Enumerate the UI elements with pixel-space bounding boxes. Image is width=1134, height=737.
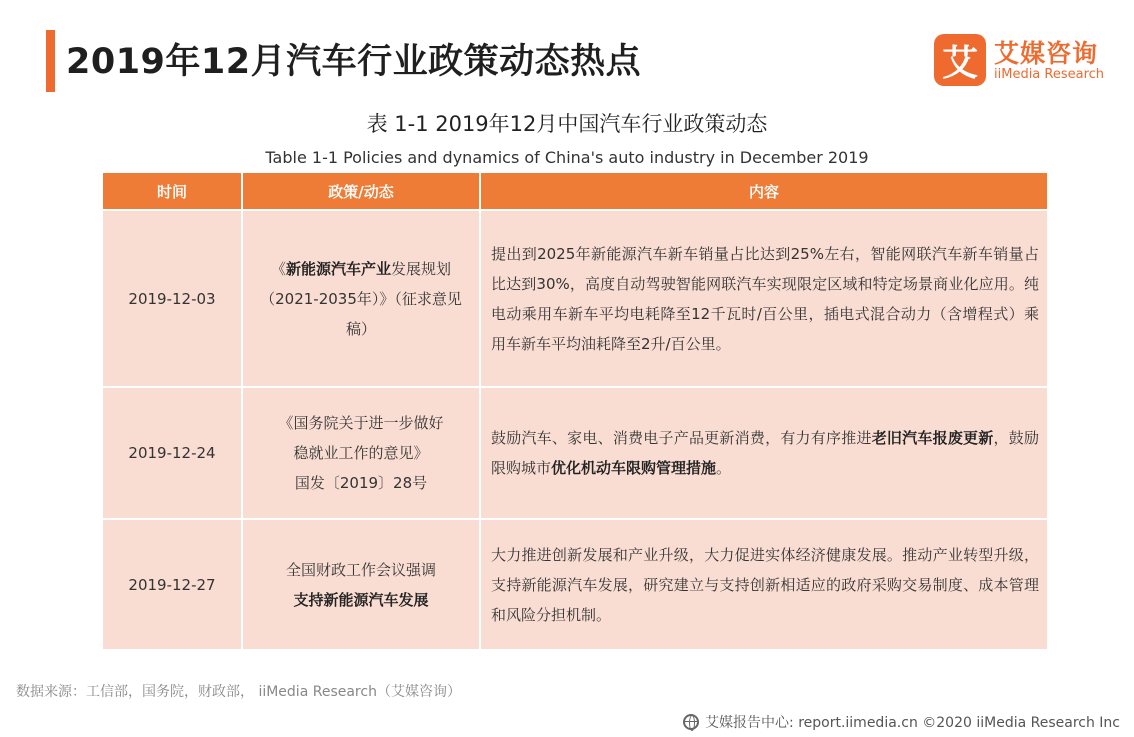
footer bbox=[683, 712, 1120, 732]
row-date: 2019-12-27 bbox=[102, 519, 242, 650]
row-policy bbox=[242, 210, 480, 387]
content-bold-text: 优化机动车限购管理措施 bbox=[551, 459, 717, 477]
policy-text: 发展规划（2021-2035年）》（征求意见稿） bbox=[260, 259, 462, 338]
column-header-time: 时间 bbox=[102, 173, 242, 210]
table-header-row bbox=[102, 173, 1048, 210]
policy-text: 《 bbox=[270, 259, 286, 278]
policy-table bbox=[101, 173, 1049, 651]
table-caption-en: Table 1-1 Policies and dynamics of China's auto industry in December 2019 bbox=[265, 148, 869, 167]
table-row bbox=[102, 519, 1048, 650]
policy-line: 《国务院关于进一步做好 bbox=[278, 414, 444, 432]
policy-line: 国发〔2019〕28号 bbox=[294, 474, 428, 492]
globe-icon bbox=[683, 714, 699, 730]
row-policy bbox=[242, 519, 480, 650]
data-source-note: 数据来源：工信部，国务院，财政部， iiMedia Research（艾媒咨询） bbox=[16, 684, 461, 700]
table-row bbox=[102, 210, 1048, 387]
footer-text: 艾媒报告中心: report.iimedia.cn ©2020 iiMedia Research Inc bbox=[705, 715, 1120, 731]
row-date: 2019-12-24 bbox=[102, 387, 242, 519]
column-header-policy: 政策/动态 bbox=[242, 173, 480, 210]
content-text: 。 bbox=[716, 459, 732, 477]
logo-cn-text: 艾媒咨询 bbox=[994, 39, 1099, 68]
logo-en-text: iiMedia Research bbox=[994, 67, 1105, 82]
policy-bold-text: 新能源汽车产业 bbox=[285, 259, 391, 278]
table-row bbox=[102, 387, 1048, 519]
policy-line: 全国财政工作会议强调 bbox=[285, 560, 436, 579]
row-content: 提出到2025年新能源汽车新车销量占比达到25%左右，智能网联汽车新车销量占比达到30%，高度自动驾驶智能网联汽车实现限定区域和特定场景商业化应用。纯电动乘用车新车平均电耗降至12千瓦时/百公里，插电式混合动力（含增程式）乘用车新车平均油耗降至2升/百公里。 bbox=[480, 210, 1048, 387]
content-text: ，鼓励限购城市 bbox=[491, 429, 1039, 477]
table-caption-cn: 表 1-1 2019年12月中国汽车行业政策动态 bbox=[366, 112, 768, 136]
content-text: 鼓励汽车、家电、消费电子产品更新消费，有力有序推进 bbox=[491, 429, 872, 447]
title-accent-bar bbox=[46, 30, 55, 92]
row-content: 大力推进创新发展和产业升级，大力促进实体经济健康发展。推动产业转型升级，支持新能源汽车发展，研究建立与支持创新相适应的政府采购交易制度、成本管理和风险分担机制。 bbox=[480, 519, 1048, 650]
row-policy bbox=[242, 387, 480, 519]
logo-mark-icon: 艾 bbox=[934, 34, 986, 86]
iimedia-logo bbox=[934, 34, 1124, 88]
content-bold-text: 老旧汽车报废更新 bbox=[871, 429, 994, 447]
page-title: 2019年12月汽车行业政策动态热点 bbox=[66, 42, 642, 82]
column-header-content: 内容 bbox=[480, 173, 1048, 210]
policy-bold-text: 支持新能源汽车发展 bbox=[293, 590, 429, 609]
policy-line: 稳就业工作的意见》 bbox=[293, 444, 429, 462]
row-date: 2019-12-03 bbox=[102, 210, 242, 387]
row-content bbox=[480, 387, 1048, 519]
